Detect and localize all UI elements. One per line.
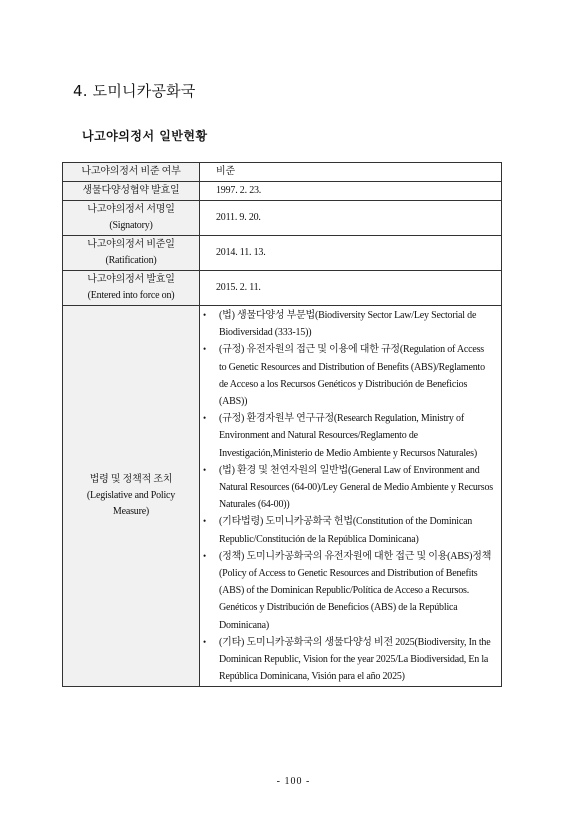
row-label-text: 나고야의정서 비준일 <box>87 239 175 250</box>
list-item-text: (기타법령) 도미니카공화국 헌법(Constitution of the Dominican Republic/Constitución de la República Dominicana) <box>219 516 473 545</box>
list-item-text: (규정) 유전자원의 접근 및 이용에 대한 규정(Regulation of Access to Genetic Resources and Distribution of Benefits (ABS)/Reglamento de Acceso a los Recursos Genéticos y Distribución de Beneficios (ABS)) <box>219 344 485 408</box>
list-item <box>200 462 493 514</box>
bullet-icon: • <box>203 344 206 355</box>
row-value: 비준 <box>200 163 502 182</box>
list-item <box>200 341 493 410</box>
row-value: 2015. 2. 11. <box>200 271 502 306</box>
row-label <box>63 271 200 306</box>
list-item-text: (법) 생물다양성 부문법(Biodiversity Sector Law/Ley Sectorial de Biodiversidad (333-15)) <box>219 310 477 339</box>
sub-heading: 나고야의정서 일반현황 <box>82 129 208 143</box>
row-value: 1997. 2. 23. <box>200 182 502 201</box>
row-label-text: 나고야의정서 서명일 <box>87 204 175 215</box>
row-label-text: 나고야의정서 발효일 <box>87 274 175 285</box>
bullet-icon: • <box>203 413 206 424</box>
list-item <box>200 513 493 547</box>
row-value: 2014. 11. 13. <box>200 236 502 271</box>
measures-list <box>200 306 493 686</box>
list-item-text: (규정) 환경자원부 연구규정(Research Regulation, Ministry of Environment and Natural Resources/Reglamento de Investigación,Ministerio de Medio Ambiente y Recursos Naturales) <box>219 413 477 459</box>
table-row <box>63 236 502 271</box>
table-row <box>63 201 502 236</box>
bullet-icon: • <box>203 636 206 647</box>
list-item-text: (기타) 도미니카공화국의 생물다양성 비전 2025(Biodiversity, In the Dominican Republic, Vision for the year 2025/La Biodiversidad, En la República Dominicana, Visión para el año 2025) <box>219 636 491 683</box>
list-item <box>200 410 493 462</box>
bullet-icon: • <box>203 516 206 527</box>
measures-cell <box>200 306 502 687</box>
page-number: - 100 - <box>276 776 311 787</box>
list-item <box>200 634 493 686</box>
general-status-table <box>62 162 502 687</box>
row-label <box>63 201 200 236</box>
bullet-icon: • <box>203 310 206 320</box>
list-item <box>200 548 493 634</box>
row-label <box>63 182 200 201</box>
table-row <box>63 271 502 306</box>
row-value: 2011. 9. 20. <box>200 201 502 236</box>
measures-label-en-2: Measure) <box>112 506 150 518</box>
list-item-text: (정책) 도미니카공화국의 유전자원에 대한 접근 및 이용(ABS)정책(Policy of Access to Genetic Resources and Distribution of Benefits (ABS) of the Dominican Republic/Política de Acceso a Recursos. Genéticos y Distribución de Beneficios (ABS) de la República Dominicana) <box>219 550 492 631</box>
row-label-text: 나고야의정서 비준 여부 <box>81 166 181 177</box>
measures-label-en-1: (Legislative and Policy <box>86 490 176 502</box>
list-item-text: (법) 환경 및 천연자원의 일반법(General Law of Environment and Natural Resources (64-00)/Ley General de Medio Ambiente y Recursos Naturales (64-00)) <box>219 464 493 511</box>
row-label-text: 생물다양성협약 발효일 <box>82 185 180 196</box>
row-label-en: (Signatory) <box>109 220 153 231</box>
table-row-measures <box>63 306 502 687</box>
row-label-en: (Ratification) <box>105 255 157 266</box>
section-heading: 4. 도미니카공화국 <box>73 82 196 100</box>
bullet-icon: • <box>203 550 206 561</box>
table-row <box>63 182 502 201</box>
bullet-icon: • <box>203 464 206 475</box>
measures-label: 법령 및 정책적 조치 <box>89 474 173 486</box>
table-row <box>63 163 502 182</box>
row-label <box>63 306 200 687</box>
row-label <box>63 236 200 271</box>
list-item <box>200 307 493 341</box>
row-label <box>63 163 200 182</box>
row-label-en: (Entered into force on) <box>87 290 175 301</box>
